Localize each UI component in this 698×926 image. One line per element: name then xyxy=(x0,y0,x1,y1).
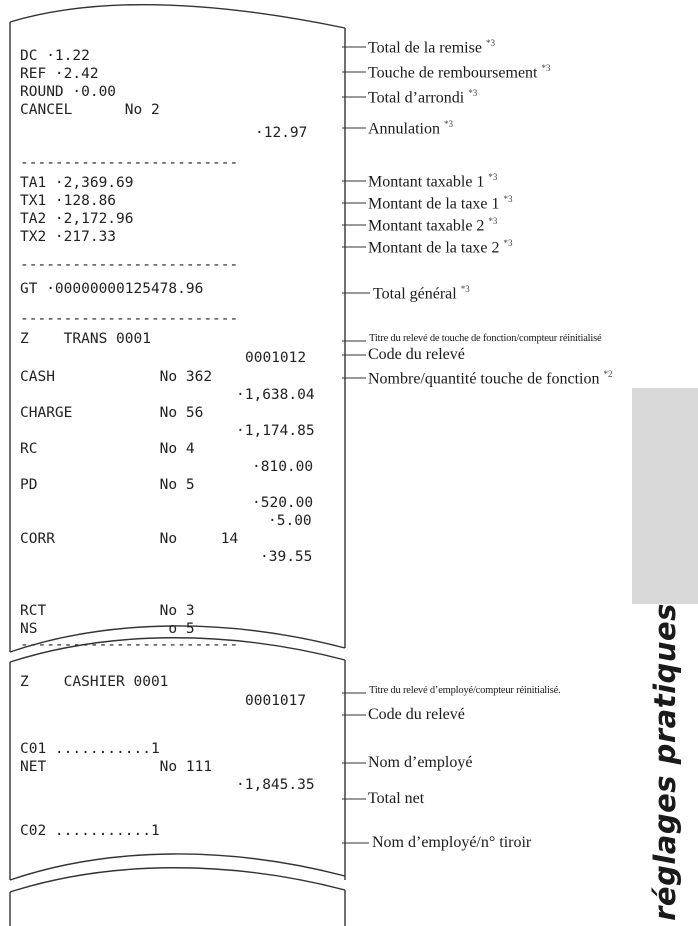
receipt-line: CHARGE No 56 xyxy=(20,405,204,421)
receipt-line: ·1,174.85 xyxy=(236,423,315,439)
annotation-label xyxy=(368,706,465,724)
receipt-line: ·1,845.35 xyxy=(236,777,315,793)
footnote-mark: *3 xyxy=(503,194,513,204)
footnote-mark: *3 xyxy=(485,38,495,48)
annotation-label xyxy=(369,333,601,344)
annotation-label xyxy=(368,172,497,191)
receipt-line: NET No 111 xyxy=(20,759,213,775)
receipt-line: RCT No 3 xyxy=(20,603,195,619)
receipt-line: ROUND ·0.00 xyxy=(20,84,117,100)
receipt-line: ·810.00 xyxy=(252,459,314,475)
annotation-text: Total général xyxy=(373,285,457,303)
receipt-line: TX2 ·217.33 xyxy=(20,229,117,245)
receipt-line: ·5.00 xyxy=(268,513,312,529)
footnote-mark: *3 xyxy=(541,63,551,73)
annotation-text: Annulation xyxy=(368,120,440,138)
annotation-leader-lines xyxy=(342,47,370,843)
receipt-line: 0001012 xyxy=(245,350,307,366)
annotation-text: Code du relevé xyxy=(368,706,465,723)
annotation-label xyxy=(368,754,472,772)
receipt-line: 0001017 xyxy=(245,693,307,709)
annotation-label xyxy=(373,284,470,303)
receipt-line: Z CASHIER 0001 xyxy=(20,674,169,690)
receipt-line: TA1 ·2,369.69 xyxy=(20,175,134,191)
footnote-mark: *3 xyxy=(468,88,478,98)
annotation-text: Montant taxable 1 xyxy=(368,173,485,191)
annotation-label xyxy=(368,790,424,808)
annotation-text: Montant de la taxe 1 xyxy=(368,195,500,213)
footnote-mark: *3 xyxy=(444,119,453,129)
footnote-mark: *3 xyxy=(503,238,513,248)
annotation-text: Nombre/quantité touche de fonction xyxy=(368,370,600,388)
annotation-label xyxy=(368,38,495,57)
annotation-text: Nom d’employé/n° tiroir xyxy=(372,834,532,851)
annotation-label xyxy=(372,834,531,852)
receipt-line: ------------------------- xyxy=(20,155,239,171)
receipt-line: Z TRANS 0001 xyxy=(20,331,151,347)
annotation-text: Code du relevé xyxy=(368,346,465,363)
annotation-label xyxy=(368,88,477,107)
receipt-line: CORR No 14 xyxy=(20,531,239,547)
annotation-label xyxy=(368,346,465,364)
receipt-line: TA2 ·2,172.96 xyxy=(20,211,134,227)
annotation-label xyxy=(368,194,513,213)
annotation-label xyxy=(369,685,561,696)
receipt-line: ·39.55 xyxy=(260,549,313,565)
receipt-line: ·1,638.04 xyxy=(236,387,315,403)
receipt-line: ------------------------- xyxy=(20,311,239,327)
annotation-text: Total net xyxy=(368,790,425,807)
annotation-text: Titre du relevé de touche de fonction/compteur réinitialisé xyxy=(369,333,602,344)
annotation-text: Montant de la taxe 2 xyxy=(368,239,500,257)
footnote-mark: *3 xyxy=(460,284,470,294)
receipt-line: DC ·1.22 xyxy=(20,48,90,64)
receipt-line: C02 ...........1 xyxy=(20,823,160,839)
receipt-line: RC No 4 xyxy=(20,441,195,457)
annotation-text: Nom d’employé xyxy=(368,754,473,771)
receipt-line: ·12.97 xyxy=(255,125,308,141)
receipt-line: CANCEL No 2 xyxy=(20,102,160,118)
annotation-text: Touche de remboursement xyxy=(368,64,538,82)
annotation-label xyxy=(368,216,497,235)
receipt-line: TX1 ·128.86 xyxy=(20,193,117,209)
annotation-text: Titre du relevé d’employé/compteur réinitialisé. xyxy=(369,685,561,696)
receipt-line: GT ·00000000125478.96 xyxy=(20,281,204,297)
section-side-title: réglages pratiques xyxy=(648,603,682,921)
footnote-mark: *3 xyxy=(488,172,498,182)
annotation-text: Total de la remise xyxy=(368,39,482,57)
receipt-line: REF ·2.42 xyxy=(20,66,99,82)
receipt-line: C01 ...........1 xyxy=(20,741,160,757)
annotation-text: Total d’arrondi xyxy=(368,89,465,107)
section-tab-marker xyxy=(632,388,698,604)
annotation-label xyxy=(368,119,453,138)
annotation-text: Montant taxable 2 xyxy=(368,217,485,235)
annotation-label xyxy=(368,238,513,257)
receipt-line: ·520.00 xyxy=(252,495,314,511)
annotation-label xyxy=(368,369,612,388)
footnote-mark: *2 xyxy=(603,369,613,379)
receipt-line: CASH No 362 xyxy=(20,369,213,385)
annotation-label xyxy=(368,63,550,82)
receipt-line: NS o 5 xyxy=(20,621,195,637)
receipt-line: ------------------------- xyxy=(20,637,239,653)
receipt-line: ------------------------- xyxy=(20,257,239,273)
footnote-mark: *3 xyxy=(488,216,498,226)
receipt-line: PD No 5 xyxy=(20,477,195,493)
